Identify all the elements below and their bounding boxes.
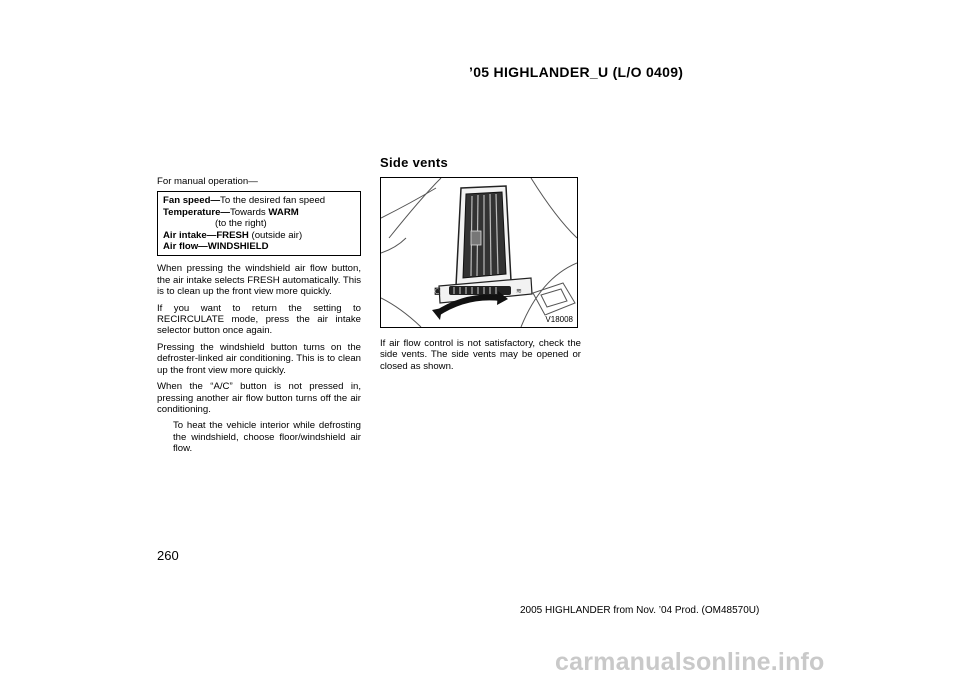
setting-label: Temperature— <box>163 206 230 218</box>
figure-code: V18008 <box>545 315 573 324</box>
paragraph: When the “A/C” button is not pressed in, pressing another air flow button turns off the air conditioning. <box>157 381 361 415</box>
paragraph: When pressing the windshield air flow button, the air intake selects FRESH automatically. This is to clean up the front view more quickly. <box>157 263 361 298</box>
setting-label: Air flow—WINDSHIELD <box>163 241 269 253</box>
setting-temperature <box>163 207 355 218</box>
setting-air-flow <box>163 241 355 252</box>
paragraph: If air flow control is not satisfactory, check the side vents. The side vents may be opened or closed as shown. <box>380 338 581 372</box>
intro-text: For manual operation— <box>157 176 258 187</box>
page-number: 260 <box>157 548 179 563</box>
bullet-item <box>157 420 361 454</box>
side-vent-illustration-icon <box>381 178 577 327</box>
svg-text:◙: ◙ <box>434 287 441 295</box>
setting-temperature-continued: (to the right) <box>215 218 267 230</box>
right-column <box>380 338 581 372</box>
paragraph: Pressing the windshield button turns on the defroster‐linked air conditioning. This is to clean up the front view more quickly. <box>157 341 361 376</box>
setting-air-intake <box>163 230 355 241</box>
watermark: carmanualsonline.info <box>555 648 825 676</box>
setting-label: Air intake—FRESH <box>163 229 249 241</box>
section-title: Side vents <box>380 155 449 170</box>
svg-text:≋: ≋ <box>516 287 522 295</box>
paragraph: If you want to return the setting to RECIRCULATE mode, press the air intake selector button once again. <box>157 302 361 337</box>
setting-value: (outside air) <box>251 229 303 241</box>
setting-fan-speed <box>163 195 355 206</box>
setting-value: Towards <box>230 206 266 218</box>
settings-box <box>157 191 361 256</box>
side-vent-figure <box>380 177 578 328</box>
document-footer: 2005 HIGHLANDER from Nov. ’04 Prod. (OM48570U) <box>520 605 760 616</box>
bullet-text: To heat the vehicle interior while defrosting the windshield, choose floor/windshield air flow. <box>173 420 361 455</box>
document-header: ’05 HIGHLANDER_U (L/O 0409) <box>469 64 684 80</box>
setting-value-bold: WARM <box>268 206 299 218</box>
setting-label: Fan speed— <box>163 195 221 207</box>
setting-value: To the desired fan speed <box>220 195 326 207</box>
left-column <box>157 176 361 455</box>
bullet-icon <box>157 420 173 454</box>
vent-housing <box>432 186 532 320</box>
